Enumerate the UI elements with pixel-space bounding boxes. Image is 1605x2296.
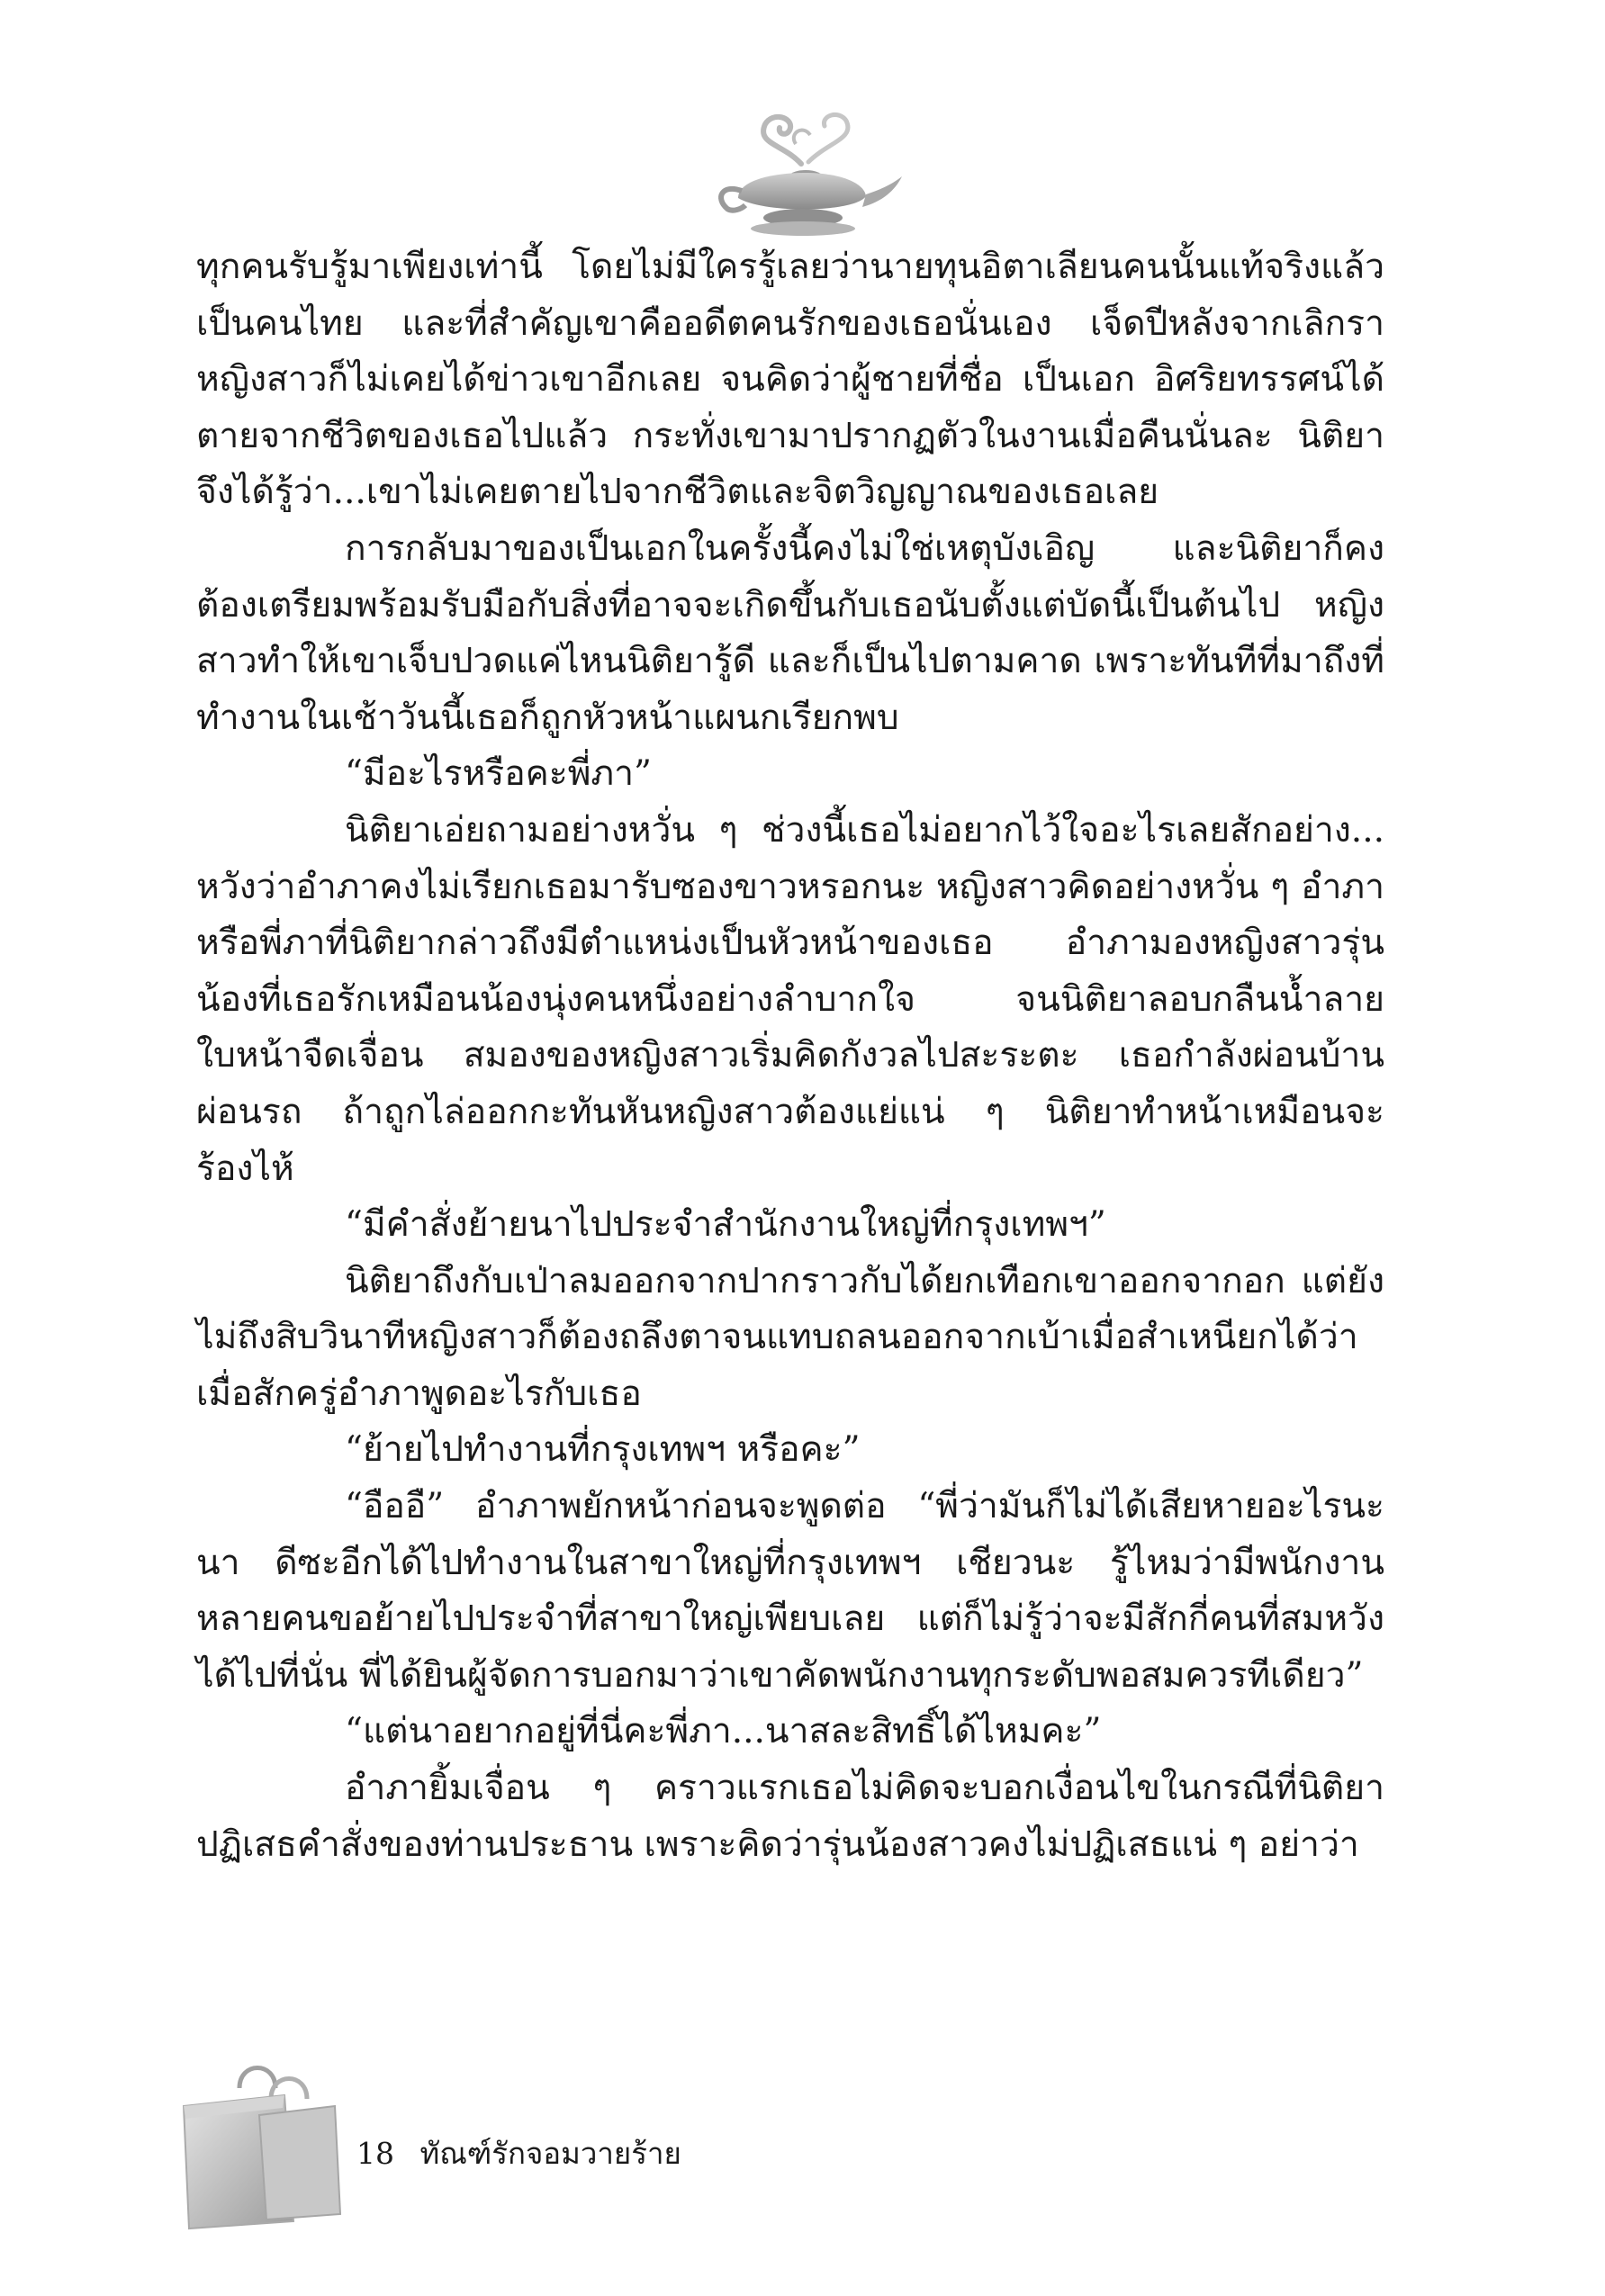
genie-lamp-icon: [702, 108, 909, 243]
page-footer: [356, 2136, 681, 2172]
paragraph-8: “อืออื” อำภาพยักหน้าก่อนจะพูดต่อ “พี่ว่ามันก็ไม่ได้เสียหายอะไรนะนา ดีซะอีกได้ไปทำงานในสาขาใหญ่ที่กรุงเทพฯ เชียวนะ รู้ไหมว่ามีพนักงานหลายคนขอย้ายไปประจำที่สาขาใหญ่เพียบเลย แต่ก็ไม่รู้ว่าจะมีสักกี่คนที่สมหวังได้ไปที่นั่น พี่ได้ยินผู้จัดการบอกมาว่าเขาคัดพนักงานทุกระดับพอสมควรทีเดียว”: [196, 1486, 1384, 1696]
paragraph-4: นิติยาเอ่ยถามอย่างหวั่น ๆ ช่วงนี้เธอไม่อยากไว้ใจอะไรเลยสักอย่าง... หวังว่าอำภาคงไม่เรียกเธอมารับซองขาวหรอกนะ หญิงสาวคิดอย่างหวั่น ๆ อำภาหรือพี่ภาที่นิติยากล่าวถึงมีตำแหน่งเป็นหัวหน้าของเธอ อำภามองหญิงสาวรุ่นน้องที่เธอรักเหมือนน้องนุ่งคนหนึ่งอย่างลำบากใจ จนนิติยาลอบกลืนน้ำลายใบหน้าจืดเจื่อน สมองของหญิงสาวเริ่มคิดกังวลไปสะระตะ เธอกำลังผ่อนบ้านผ่อนรถ ถ้าถูกไล่ออกกะทันหันหญิงสาวต้องแย่แน่ ๆ นิติยาทำหน้าเหมือนจะร้องไห้: [196, 809, 1384, 1189]
book-title: ทัณฑ์รักจอมวายร้าย: [419, 2136, 681, 2171]
paragraph-10: อำภายิ้มเจื่อน ๆ คราวแรกเธอไม่คิดจะบอกเงื่อนไขในกรณีที่นิติยาปฏิเสธคำสั่งของท่านประธาน เพราะคิดว่ารุ่นน้องสาวคงไม่ปฏิเสธแน่ ๆ อย่าว่า: [196, 1768, 1384, 1865]
paragraph-9: “แต่นาอยากอยู่ที่นี่คะพี่ภา...นาสละสิทธิ์ได้ไหมคะ”: [345, 1711, 1102, 1752]
paragraph-2: การกลับมาของเป็นเอกในครั้งนี้คงไม่ใช่เหตุบังเอิญ และนิติยาก็คงต้องเตรียมพร้อมรับมือกับสิ่งที่อาจจะเกิดขึ้นกับเธอนับตั้งแต่บัดนี้เป็นต้นไป หญิงสาวทำให้เขาเจ็บปวดแค่ไหนนิติยารู้ดี และก็เป็นไปตามคาด เพราะทันทีที่มาถึงที่ทำงานในเช้าวันนี้เธอก็ถูกหัวหน้าแผนกเรียกพบ: [196, 527, 1384, 738]
paragraph-7: “ย้ายไปทำงานที่กรุงเทพฯ หรือคะ”: [345, 1429, 861, 1471]
paragraph-6: นิติยาถึงกับเป่าลมออกจากปากราวกับได้ยกเทือกเขาออกจากอก แต่ยังไม่ถึงสิบวินาทีหญิงสาวก็ต้องถลึงตาจนแทบถลนออกจากเบ้าเมื่อสำเหนียกได้ว่าเมื่อสักครู่อำภาพูดอะไรกับเธอ: [196, 1260, 1384, 1414]
shopping-bag-icon: [176, 2052, 347, 2232]
paragraph-1: ทุกคนรับรู้มาเพียงเท่านี้ โดยไม่มีใครรู้เลยว่านายทุนอิตาเลียนคนนั้นแท้จริงแล้วเป็นคนไทย และที่สำคัญเขาคืออดีตคนรักของเธอนั่นเอง เจ็ดปีหลังจากเลิกราหญิงสาวก็ไม่เคยได้ข่าวเขาอีกเลย จนคิดว่าผู้ชายที่ชื่อ เป็นเอก อิศริยทรรศน์ได้ตายจากชีวิตของเธอไปแล้ว กระทั่งเขามาปรากฏตัวในงานเมื่อคืนนั่นละ นิติยาจึงได้รู้ว่า...เขาไม่เคยตายไปจากชีวิตและจิตวิญญาณของเธอเลย: [196, 247, 1384, 513]
paragraph-5: “มีคำสั่งย้ายนาไปประจำสำนักงานใหญ่ที่กรุงเทพฯ”: [345, 1204, 1106, 1246]
paragraph-3: “มีอะไรหรือคะพี่ภา”: [345, 753, 652, 795]
body-text: [196, 239, 1384, 1873]
page-number: 18: [356, 2136, 394, 2171]
